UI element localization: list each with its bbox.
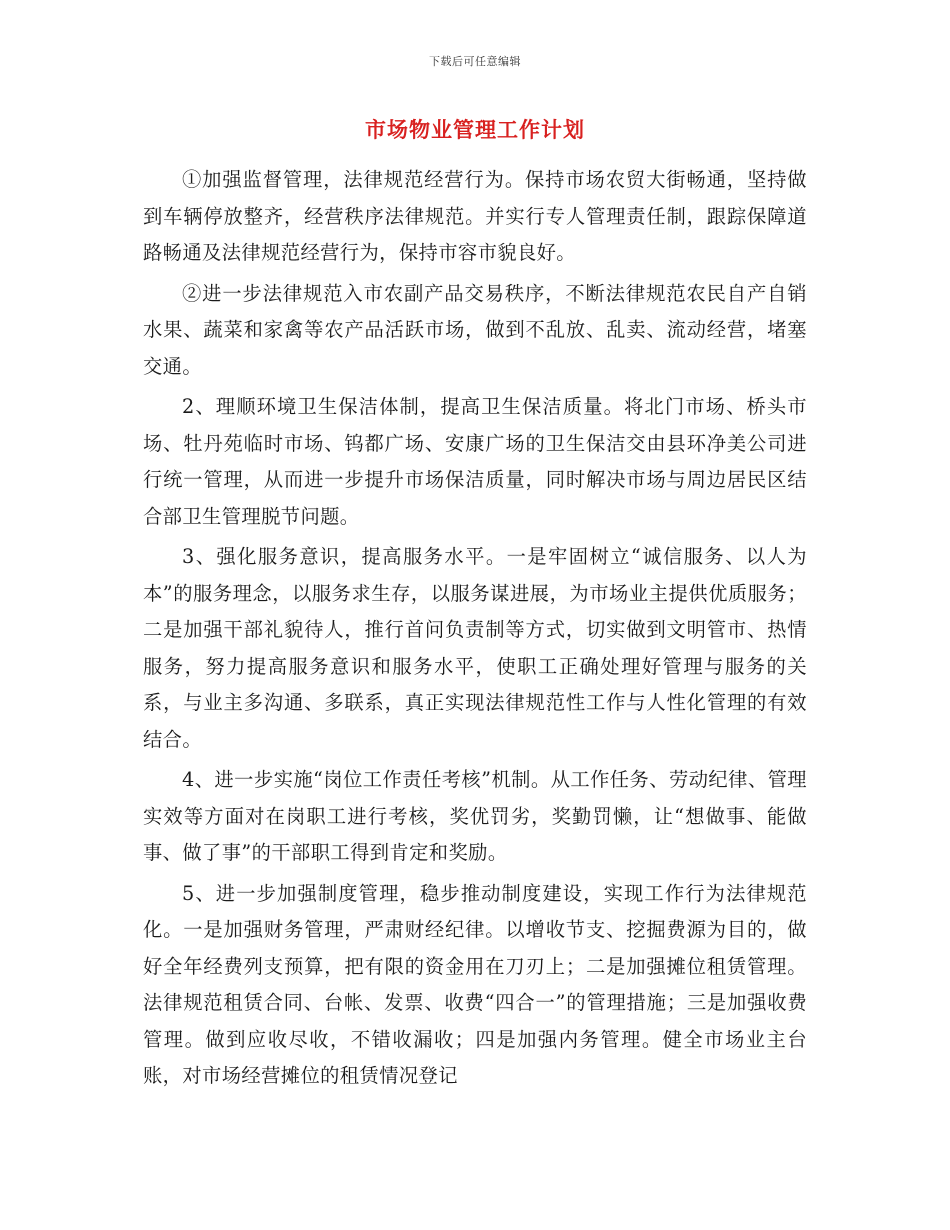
paragraph-6: 5、进一步加强制度管理，稳步推动制度建设，实现工作行为法律规范化。一是加强财务管理，严肃财经纪律。以增收节支、挖掘费源为目的，做好全年经费列支预算，把有限的资金用在刀刃上；二是加强摊位租赁管理。法律规范租赁合同、台帐、发票、收费“四合一”的管理措施；三是加强收费管理。做到应收尽收，不错收漏收；四是加强内务管理。健全市场业主台账，对市场经营摊位的租赁情况登记	[143, 881, 807, 1087]
paragraph-3: 2、理顺环境卫生保洁体制，提高卫生保洁质量。将北门市场、桥头市场、牡丹苑临时市场、钨都广场、安康广场的卫生保洁交由县环净美公司进行统一管理，从而进一步提升市场保洁质量，同时解决市场与周边居民区结合部卫生管理脱节问题。	[143, 395, 807, 528]
paragraph-5: 4、进一步实施“岗位工作责任考核”机制。从工作任务、劳动纪律、管理实效等方面对在岗职工进行考核，奖优罚劣，奖勤罚懒，让“想做事、能做事、做了事”的干部职工得到肯定和奖励。	[143, 768, 807, 864]
paragraph-1: ①加强监督管理，法律规范经营行为。保持市场农贸大街畅通，坚持做到车辆停放整齐，经营秩序法律规范。并实行专人管理责任制，跟踪保障道路畅通及法律规范经营行为，保持市容市貌良好。	[143, 168, 807, 264]
document-title: 市场物业管理工作计划	[365, 117, 585, 142]
document-body	[143, 162, 807, 1099]
page-header-note: 下载后可任意编辑	[429, 55, 521, 68]
paragraph-2: ②进一步法律规范入市农副产品交易秩序，不断法律规范农民自产自销水果、蔬菜和家禽等农产品活跃市场，做到不乱放、乱卖、流动经营，堵塞交通。	[143, 281, 807, 378]
paragraph-4: 3、强化服务意识，提高服务水平。一是牢固树立“诚信服务、以人为本”的服务理念，以服务求生存，以服务谋进展，为市场业主提供优质服务；二是加强干部礼貌待人，推行首问负责制等方式，切实做到文明管市、热情服务，努力提高服务意识和服务水平，使职工正确处理好管理与服务的关系，与业主多沟通、多联系，真正实现法律规范性工作与人性化管理的有效结合。	[143, 545, 807, 751]
